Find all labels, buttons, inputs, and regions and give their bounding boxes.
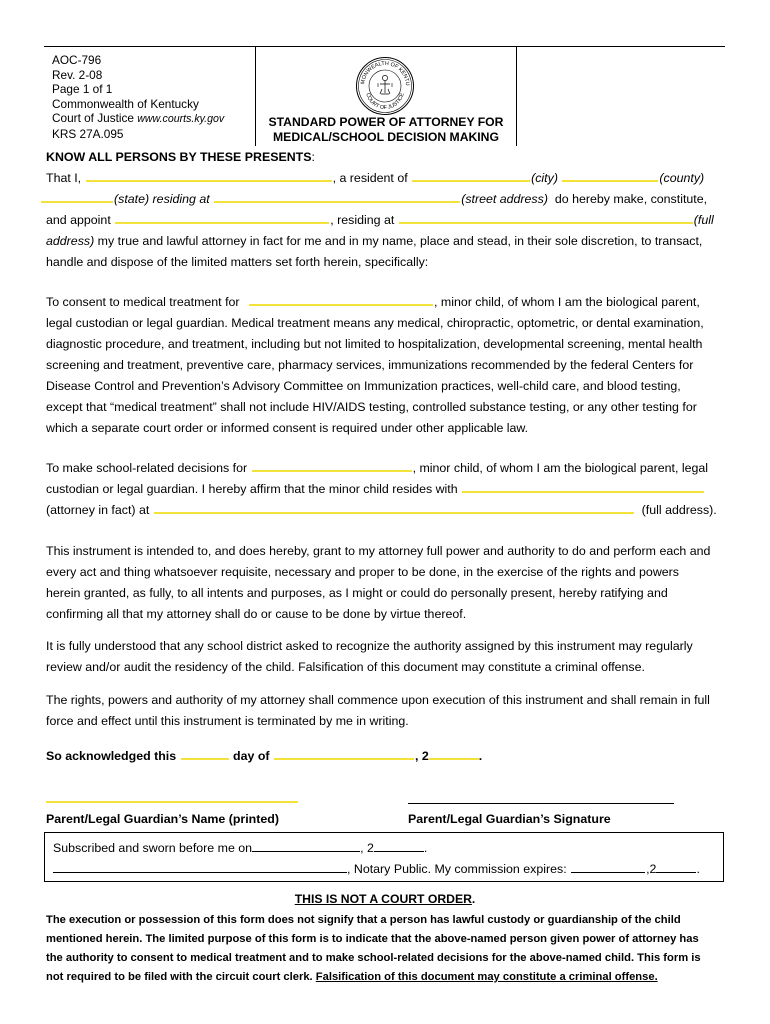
notary-line-2: , Notary Public. My commission expires: ,2 .	[53, 859, 700, 880]
medical-line-1: To consent to medical treatment for , minor child, of whom I am the biological parent,	[46, 295, 700, 309]
intro-line-3: and appoint , residing at (full	[46, 213, 714, 227]
footer-disclaimer	[46, 911, 736, 987]
principal-name-field[interactable]	[86, 169, 332, 182]
form-number: AOC-796	[52, 53, 102, 67]
footer-line: mentioned herein. The limited purpose of this form is to indicate that the above-named person given power of attorney has	[46, 933, 699, 945]
document-title	[256, 115, 516, 145]
court-line	[52, 111, 224, 127]
notary-line-1: Subscribed and sworn before me on , 2 .	[53, 841, 428, 855]
intro-line-1: That I, , a resident of (city) (county)	[46, 171, 705, 185]
street-address-field[interactable]	[214, 190, 460, 203]
attorney-in-fact-field[interactable]	[462, 480, 704, 493]
state-field[interactable]	[41, 190, 113, 203]
court-seal	[355, 56, 415, 116]
notary-name-field[interactable]	[53, 861, 347, 873]
medical-paragraph	[46, 313, 736, 439]
intro-line-5: handle and dispose of the limited matters set forth herein, specifically:	[46, 255, 429, 269]
attorney-name-field[interactable]	[115, 211, 329, 224]
notary-date-field[interactable]	[252, 840, 360, 852]
medical-child-name-field[interactable]	[249, 293, 433, 306]
school-line-3: (attorney in fact) at (full address).	[46, 503, 717, 517]
rights-paragraph: The rights, powers and authority of my attorney shall commence upon execution of this instrument and shall remain in full force and effect until this instrument is terminated by me in writing.	[46, 693, 710, 728]
ack-day-field[interactable]	[181, 747, 229, 760]
ack-year-field[interactable]	[429, 747, 479, 760]
county-field[interactable]	[562, 169, 658, 182]
school-line-1: To make school-related decisions for , minor child, of whom I am the biological parent, legal	[46, 461, 709, 475]
school-child-name-field[interactable]	[252, 459, 412, 472]
state-name: Commonwealth of Kentucky	[52, 96, 199, 111]
guardian-name-label: Parent/Legal Guardian’s Name (printed)	[46, 812, 279, 826]
notary-year-field[interactable]	[374, 840, 424, 852]
ack-month-field[interactable]	[274, 747, 414, 760]
commission-year-field[interactable]	[656, 861, 696, 873]
intro-line-2: (state) residing at (street address) do hereby make, constitute,	[40, 189, 707, 210]
statute: KRS 27A.095	[52, 126, 124, 141]
acknowledged-line: So acknowledged this day of , 2 .	[46, 749, 483, 763]
header-top-rule	[44, 46, 725, 47]
not-court-order: THIS IS NOT A COURT ORDER.	[294, 892, 476, 906]
form-revision: Rev. 2-08	[52, 67, 103, 82]
footer-line: The execution or possession of this form does not signify that a person has lawful custody or guardianship of the child	[46, 914, 681, 926]
intro-heading: KNOW ALL PERSONS BY THESE PRESENTS:	[46, 150, 315, 164]
svg-text:COMMONWEALTH OF KENTUCKY: MONWEALTH OF KENTU	[360, 60, 411, 87]
court-label: Court of Justice	[52, 111, 134, 126]
footer-line: the authority to consent to medical treatment and to make school-related decisions for the above-named child. This form is	[46, 952, 701, 964]
medical-line: Disease Control and Prevention’s Advisory Committee on Immunization practices, well-child care, and blood testing,	[46, 379, 681, 393]
medical-line: screening and treatment, preventive care, pharmacy services, immunizations recommended by the federal Centers for	[46, 358, 694, 372]
attorney-full-address-field[interactable]	[154, 501, 634, 514]
guardian-signature-label: Parent/Legal Guardian’s Signature	[408, 812, 611, 826]
svg-text:COURT OF JUSTICE: COURT OF JUSTICE	[364, 92, 406, 112]
understood-paragraph: It is fully understood that any school district asked to recognize the authority assigned by this instrument may regularly review and/or audit the residency of the child. Falsification of this document may constitute a criminal offense.	[46, 639, 693, 674]
medical-line: which a separate court order or informed consent is required under other applicable law.	[46, 421, 529, 435]
medical-line: legal custodian or legal guardian. Medical treatment means any medical, chiropractic, optometric, or dental examination,	[46, 316, 704, 330]
guardian-name-line[interactable]	[46, 801, 298, 803]
title-line-1: STANDARD POWER OF ATTORNEY FOR	[268, 115, 504, 129]
school-line-2: custodian or legal guardian. I hereby affirm that the minor child resides with	[46, 479, 705, 500]
instrument-paragraph: This instrument is intended to, and does hereby, grant to my attorney full power and authority to do and perform each and every act and thing whatsoever requisite, necessary and proper to be done, in the exercise of the rights and powers herein granted, as fully, to all intents and purposes, as I might or could do personally present, hereby ratifying and confirming all that my attorney shall do or cause to be done by virtue thereof.	[46, 544, 711, 621]
title-line-2: MEDICAL/SCHOOL DECISION MAKING	[273, 130, 499, 144]
city-field[interactable]	[412, 169, 530, 182]
medical-line: diagnostic procedure, and treatment, including but not limited to hospitalization, developmental screening, mental health	[46, 337, 703, 351]
commission-expires-field[interactable]	[571, 861, 645, 873]
court-seal-icon	[355, 56, 415, 116]
header-divider-right	[516, 46, 517, 146]
intro-line-4: address) my true and lawful attorney in fact for me and in my name, place and stead, in their sole discretion, to transact,	[46, 234, 703, 248]
guardian-signature-line[interactable]	[408, 803, 674, 804]
attorney-address-field[interactable]	[399, 211, 693, 224]
footer-line-last: not required to be filed with the circuit court clerk. Falsification of this document may constitute a criminal offense.	[46, 971, 658, 983]
form-info	[52, 53, 224, 142]
page-count: Page 1 of 1	[52, 82, 113, 97]
court-url: www.courts.ky.gov	[137, 113, 225, 126]
medical-line: except that “medical treatment” shall not include HIV/AIDS testing, controlled substance testing, or any other testing for	[46, 400, 697, 414]
